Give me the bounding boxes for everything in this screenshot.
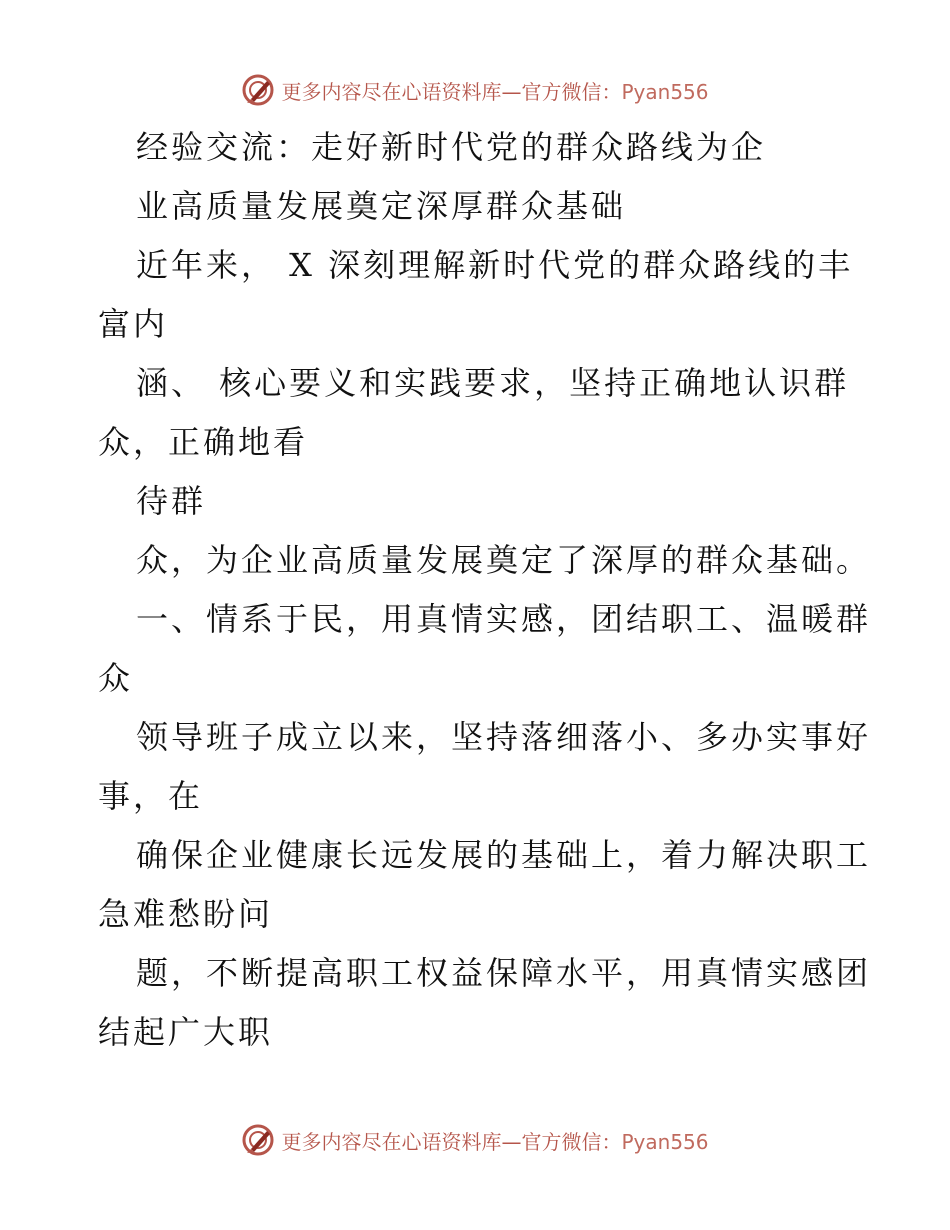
paragraph-line: 涵、 核心要义和实践要求，坚持正确地认识群 <box>136 364 850 402</box>
paragraph-line: 题，不断提高职工权益保障水平，用真情实感团 <box>136 954 872 992</box>
paragraph-line: 结起广大职 <box>98 1013 274 1051</box>
section-heading: 一、情系于民，用真情实感，团结职工、温暖群 <box>136 600 872 638</box>
watermark-label: 更多内容尽在心语资料库—官方微信： <box>281 79 622 104</box>
paragraph-line: 事，在 <box>98 777 204 815</box>
header-watermark <box>0 68 950 112</box>
paragraph-line: 待群 <box>136 482 207 520</box>
watermark-text <box>281 76 708 105</box>
document-body <box>98 118 872 1062</box>
pen-logo-icon <box>241 1123 275 1157</box>
footer-watermark <box>0 1118 950 1162</box>
paragraph-line: 富内 <box>98 305 169 343</box>
title-line-1: 经验交流：走好新时代党的群众路线为企 <box>136 128 767 166</box>
title-line-2: 业高质量发展奠定深厚群众基础 <box>136 187 627 225</box>
wechat-id: Pyan556 <box>621 1129 709 1154</box>
wechat-id: Pyan556 <box>621 79 709 104</box>
paragraph-line: 众，为企业高质量发展奠定了深厚的群众基础。 <box>136 541 872 579</box>
paragraph-line: 众，正确地看 <box>98 423 309 461</box>
section-heading-cont: 众 <box>98 659 134 697</box>
paragraph-line: 领导班子成立以来，坚持落细落小、多办实事好 <box>136 718 872 756</box>
watermark-label: 更多内容尽在心语资料库—官方微信： <box>281 1129 622 1154</box>
paragraph-line: 急难愁盼问 <box>98 895 274 933</box>
watermark-text <box>281 1126 708 1155</box>
paragraph-line: 确保企业健康长远发展的基础上，着力解决职工 <box>136 836 872 874</box>
pen-logo-icon <box>241 73 275 107</box>
paragraph-line: 近年来， X 深刻理解新时代党的群众路线的丰 <box>136 246 854 284</box>
